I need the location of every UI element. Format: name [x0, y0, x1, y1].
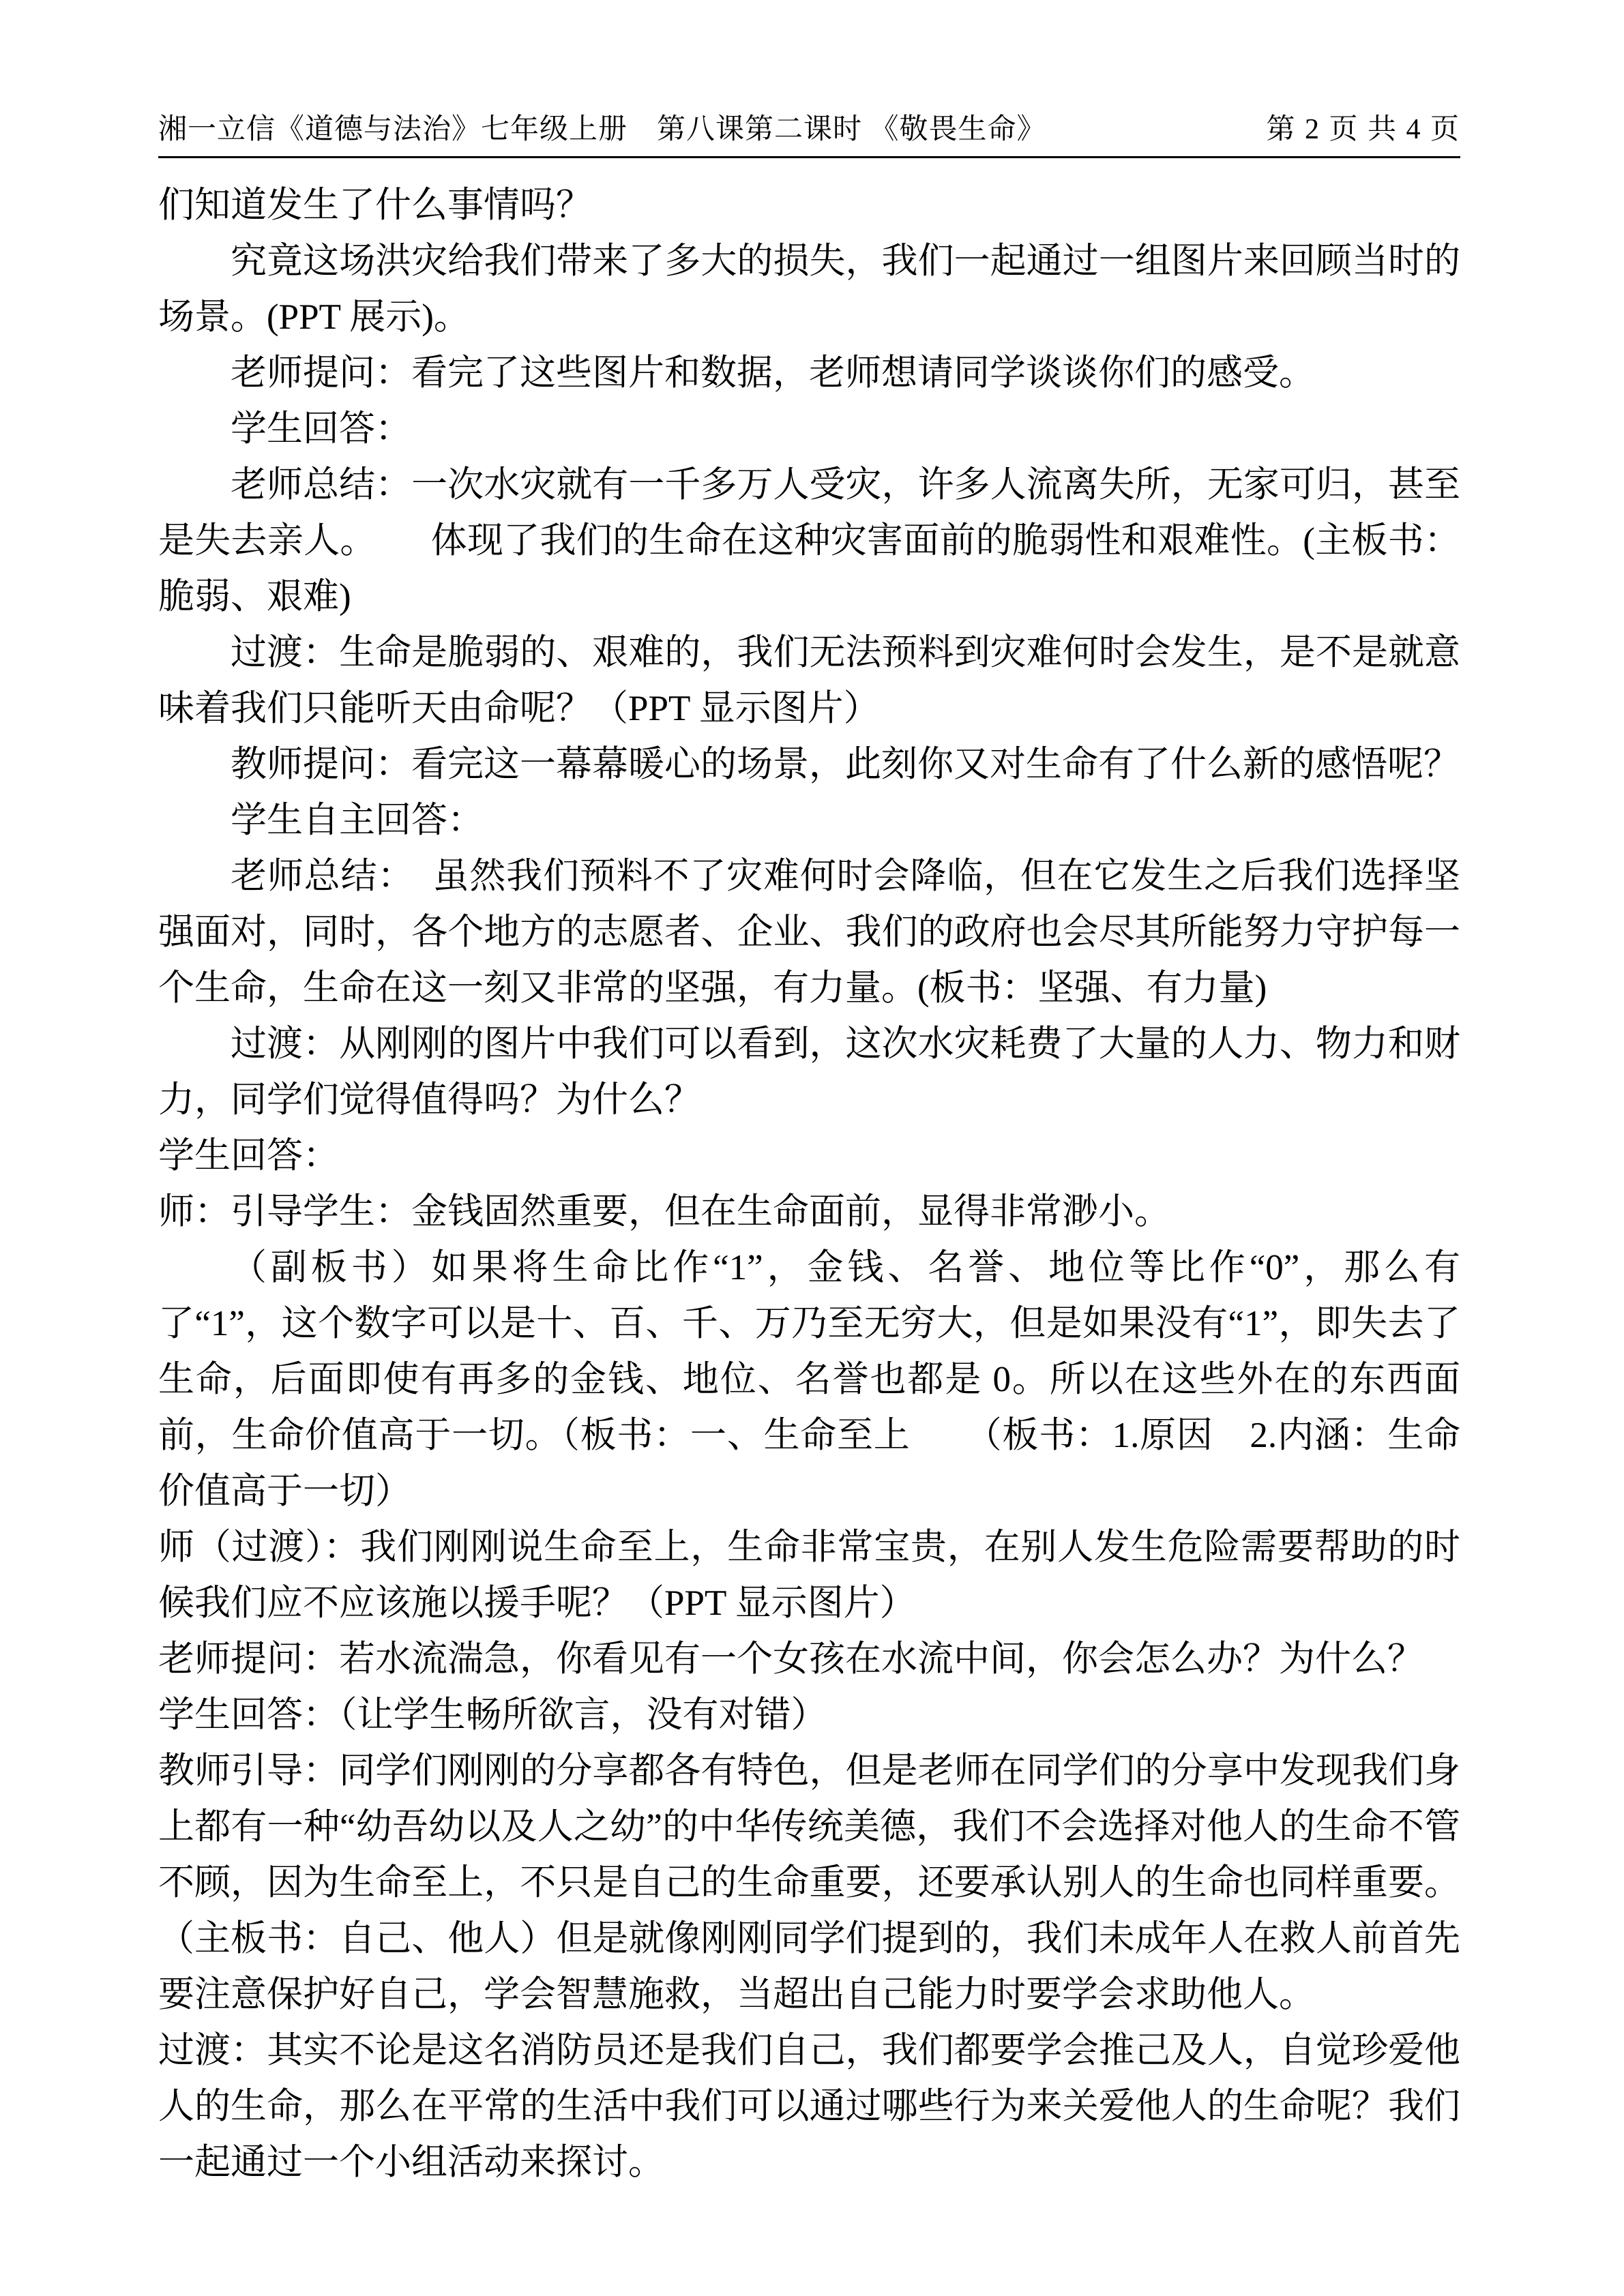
paragraph: 教师提问：看完这一幕幕暖心的场景，此刻你又对生命有了什么新的感悟呢？	[231, 745, 1460, 785]
paragraph: 师（过渡）：我们刚刚说生命至上，生命非常宝贵，在别人发生危险需要帮助的时候我们应不应该施以援手呢？（PPT 显示图片）	[158, 1527, 1460, 1624]
paragraph: （副板书）如果将生命比作“1”，金钱、名誉、地位等比作“0”，那么有了“1”，这个数字可以是十、百、千、万乃至无穷大，但是如果没有“1”，即失去了生命，后面即使有再多的金钱、地位、名誉也都是 0。所以在这些外在的东西面前，生命价值高于一切。（板书：一、生命至上 （板书：1.原因 2.内涵：生命价值高于一切）	[158, 1248, 1460, 1512]
paragraph: 过渡：从刚刚的图片中我们可以看到，这次水灾耗费了大量的人力、物力和财力，同学们觉得值得吗？为什么？	[158, 1024, 1460, 1120]
paragraph: 师：引导学生：金钱固然重要，但在生命面前，显得非常渺小。	[158, 1192, 1170, 1232]
document-body	[158, 177, 1460, 2190]
paragraph: 学生自主回答：	[231, 801, 484, 841]
paragraph: 过渡：生命是脆弱的、艰难的，我们无法预料到灾难何时会发生，是不是就意味着我们只能听天由命呢？（PPT 显示图片）	[158, 633, 1460, 729]
paragraph: 教师引导：同学们刚刚的分享都各有特色，但是老师在同学们的分享中发现我们身上都有一种“幼吾幼以及人之幼”的中华传统美德，我们不会选择对他人的生命不管不顾，因为生命至上，不只是自己的生命重要，还要承认别人的生命也同样重要。（主板书：自己、他人）但是就像刚刚同学们提到的，我们未成年人在救人前首先要注意保护好自己，学会智慧施救，当超出自己能力时要学会求助他人。	[158, 1751, 1460, 2015]
paragraph: 学生回答：	[231, 409, 411, 449]
header-course-info: 湘一立信《道德与法治》七年级上册 第八课第二课时 《敬畏生命》	[158, 114, 1046, 145]
paragraph: 究竟这场洪灾给我们带来了多大的损失，我们一起通过一组图片来回顾当时的场景。(PPT 展示)。	[158, 241, 1460, 338]
paragraph: 老师提问：看完了这些图片和数据，老师想请同学谈谈你们的感受。	[231, 353, 1315, 393]
page-header	[158, 113, 1460, 158]
paragraph: 过渡：其实不论是这名消防员还是我们自己，我们都要学会推己及人，自觉珍爱他人的生命，那么在平常的生活中我们可以通过哪些行为来关爱他人的生命呢？我们一起通过一个小组活动来探讨。	[158, 2031, 1460, 2183]
paragraph: 们知道发生了什么事情吗？	[158, 185, 592, 226]
paragraph: 老师总结：一次水灾就有一千多万人受灾，许多人流离失所，无家可归，甚至是失去亲人。 体现了我们的生命在这种灾害面前的脆弱性和艰难性。(主板书：脆弱、艰难)	[158, 465, 1460, 617]
paragraph: 老师提问：若水流湍急，你看见有一个女孩在水流中间，你会怎么办？为什么？	[158, 1639, 1423, 1680]
header-page-number: 第 2 页 共 4 页	[1266, 114, 1460, 145]
paragraph: 学生回答：（让学生畅所欲言，没有对错）	[158, 1695, 827, 1735]
paragraph: 学生回答：	[158, 1136, 339, 1176]
paragraph: 老师总结： 虽然我们预料不了灾难何时会降临，但在它发生之后我们选择坚强面对，同时，各个地方的志愿者、企业、我们的政府也会尽其所能努力守护每一个生命，生命在这一刻又非常的坚强，有力量。(板书：坚强、有力量)	[158, 856, 1460, 1009]
